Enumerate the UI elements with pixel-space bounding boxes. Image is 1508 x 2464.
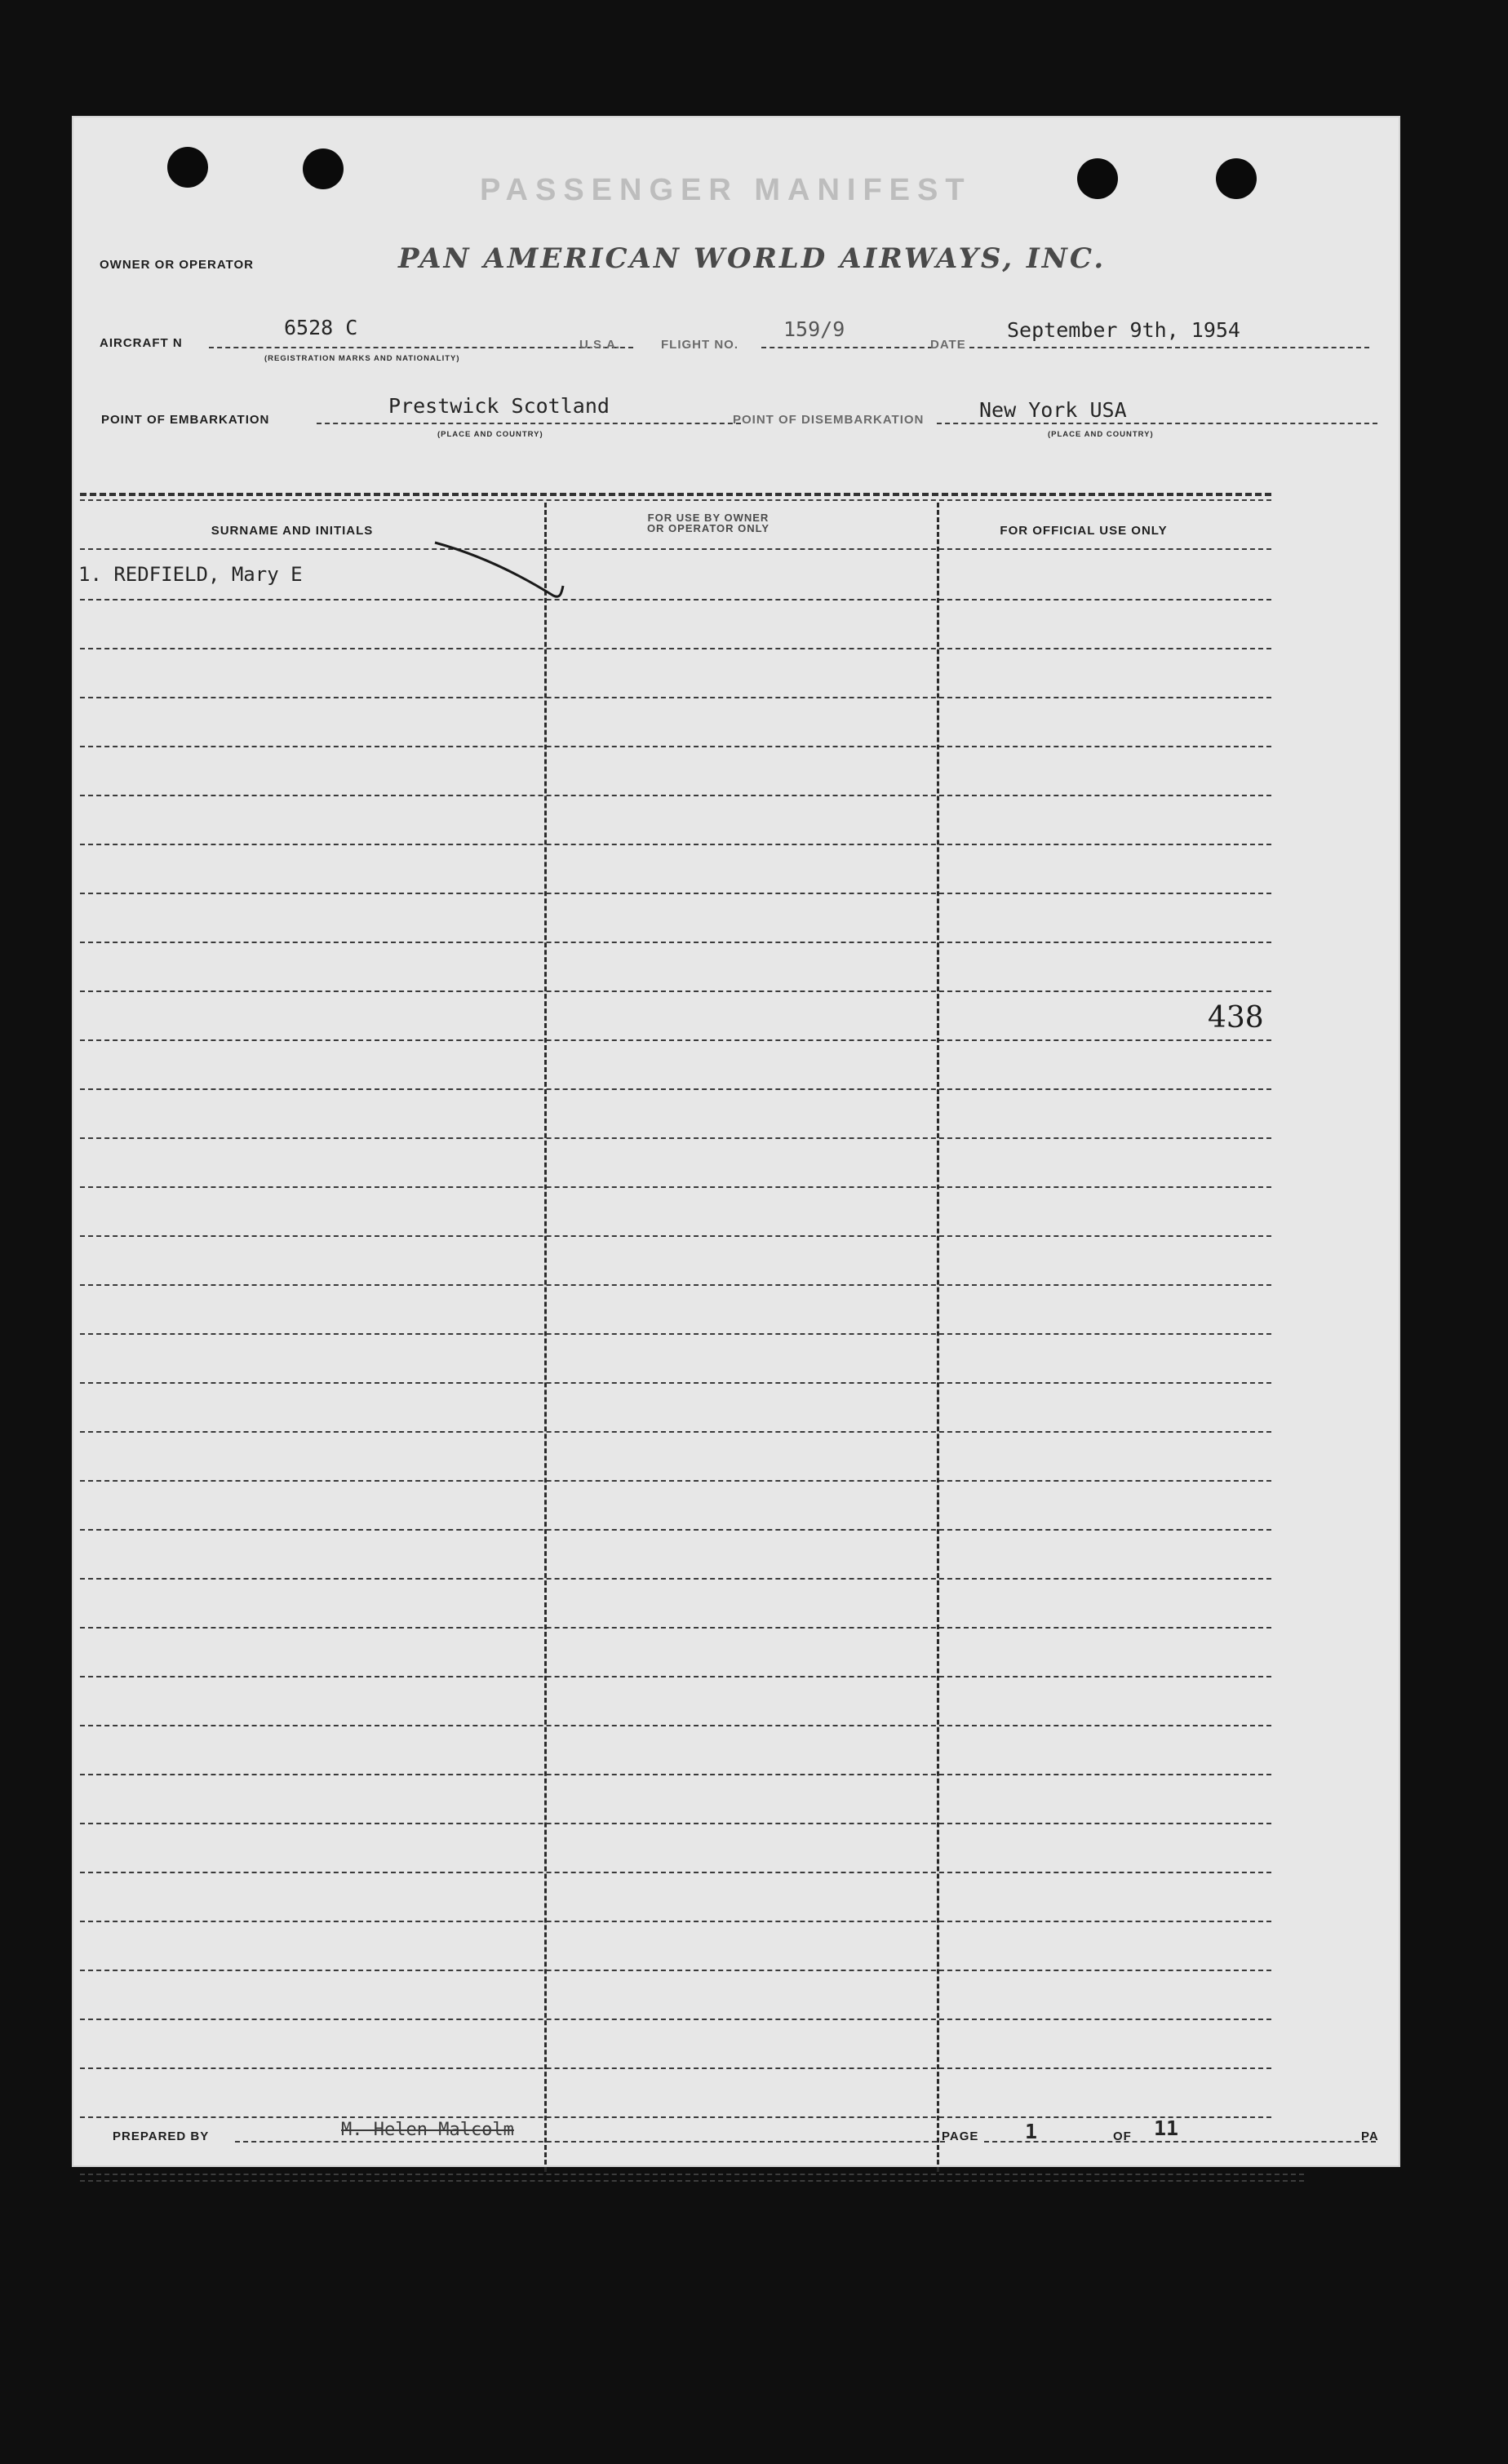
table-row-line [80,1823,1271,1824]
punch-hole-icon [1077,158,1118,199]
usa-label: U.S.A. [579,338,621,352]
of-label: OF [1113,2129,1132,2143]
header-bottom-rule [80,548,1271,550]
prepared-by-value: M. Helen Malcolm [341,2120,514,2140]
table-row-line [80,942,1271,943]
table-row-line [80,1039,1271,1041]
of-value: 11 [1154,2116,1179,2140]
table-top-rule [80,493,1271,496]
trailing-label: PA [1361,2129,1379,2143]
date-underline [969,347,1369,348]
table-row-line [80,1970,1271,1971]
embarkation-sublabel: (PLACE AND COUNTRY) [437,430,543,439]
table-row-line [80,2019,1271,2020]
table-row-line [80,795,1271,796]
embarkation-label: POINT OF EMBARKATION [101,413,270,427]
table-row-line [80,1774,1271,1775]
passenger-entry: 1. REDFIELD, Mary E [78,563,303,586]
table-row-line [80,2067,1271,2069]
col-owner-header [545,512,872,534]
table-row-line [80,1921,1271,1922]
manifest-page [72,116,1400,2167]
table-row-line [80,1480,1271,1482]
col-owner-header-line1: FOR USE BY OWNER [647,512,770,524]
date-label: DATE [930,338,966,352]
table-row-line [80,599,1271,600]
aircraft-underline [209,347,633,348]
table-bottom-rule [80,2174,1304,2175]
prepared-by-label: PREPARED BY [113,2129,210,2143]
table-row-line [80,893,1271,894]
table-row-line [80,1333,1271,1335]
stamped-page-number: 438 [1208,1001,1264,1035]
table-row-line [80,1676,1271,1677]
owner-label: OWNER OR OPERATOR [100,258,254,272]
disembarkation-sublabel: (PLACE AND COUNTRY) [1048,430,1154,439]
table-row-line [80,1578,1271,1580]
col-surname-header: SURNAME AND INITIALS [211,524,374,538]
table-row-line [80,1284,1271,1286]
table-row-line [80,1088,1271,1090]
table-row-line [80,990,1271,992]
flight-underline [761,347,933,348]
page-value: 1 [1025,2120,1038,2143]
disembarkation-underline [937,423,1377,424]
punch-hole-icon [303,148,344,189]
table-bottom-rule-2 [80,2180,1304,2182]
date-value: September 9th, 1954 [1007,318,1240,342]
aircraft-value: 6528 C [284,316,358,339]
embarkation-underline [317,423,741,424]
table-row-line [80,1137,1271,1139]
embarkation-value: Prestwick Scotland [388,394,610,418]
punch-hole-icon [1216,158,1257,199]
table-row-line [80,844,1271,845]
table-row-line [80,1186,1271,1188]
table-row-line [80,1725,1271,1726]
owner-name: PAN AMERICAN WORLD AIRWAYS, INC. [398,242,1107,275]
col-owner-header-line2: OR OPERATOR ONLY [646,522,770,534]
table-row-line [80,1235,1271,1237]
table-row-line [80,1872,1271,1873]
punch-hole-icon [167,147,208,188]
prepared-by-underline [235,2141,945,2143]
table-row-line [80,1431,1271,1433]
table-row-line [80,1529,1271,1531]
disembarkation-label: POINT OF DISEMBARKATION [733,413,925,427]
of-underline [984,2141,1376,2143]
table-row-line [80,746,1271,747]
table-row-line [80,2116,1271,2118]
disembarkation-value: New York USA [979,398,1127,422]
flight-value: 159/9 [783,317,845,341]
aircraft-sublabel: (REGISTRATION MARKS AND NATIONALITY) [264,354,460,363]
col-official-header: FOR OFFICIAL USE ONLY [1000,524,1168,538]
aircraft-label: AIRCRAFT N [100,336,183,350]
table-row-line [80,697,1271,698]
table-row-line [80,1627,1271,1629]
page-label: PAGE [942,2129,979,2143]
table-row-line [80,648,1271,649]
table-row-line [80,1382,1271,1384]
flight-label: FLIGHT NO. [661,338,738,352]
table-top-rule-2 [80,499,1271,501]
form-title: PASSENGER MANIFEST [480,173,972,207]
